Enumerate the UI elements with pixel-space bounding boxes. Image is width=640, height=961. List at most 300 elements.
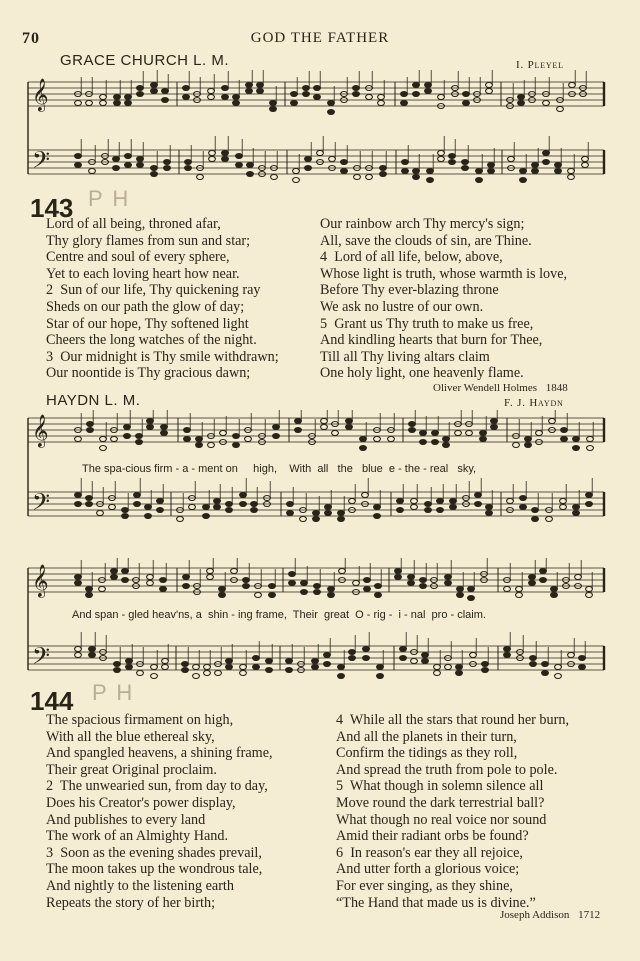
note-head <box>151 674 158 679</box>
note-head <box>253 665 260 670</box>
note-head <box>314 95 321 100</box>
note-head <box>353 92 360 97</box>
note-head <box>561 428 568 433</box>
note-head <box>208 443 215 448</box>
note-head <box>111 575 118 580</box>
note-head <box>475 493 482 498</box>
note-head <box>432 431 439 436</box>
note-head <box>349 656 356 661</box>
note-head <box>462 166 469 171</box>
note-head <box>450 499 457 504</box>
note-head <box>151 665 158 670</box>
verse-line: For ever singing, as they shine, <box>336 877 513 894</box>
note-head <box>329 157 336 162</box>
note-head <box>162 659 169 664</box>
note-head <box>122 569 129 574</box>
note-head <box>366 95 373 100</box>
note-head <box>313 517 320 522</box>
note-head <box>137 86 144 91</box>
note-head <box>362 493 369 498</box>
note-head <box>99 587 106 592</box>
note-head <box>137 157 144 162</box>
note-head <box>360 446 367 451</box>
note-head <box>518 95 525 100</box>
verse-line: All, save the clouds of sin, are Thine. <box>320 232 532 249</box>
note-head <box>413 83 420 88</box>
note-head <box>450 505 457 510</box>
note-head <box>555 665 562 670</box>
note-head <box>338 674 345 679</box>
note-head <box>530 662 537 667</box>
note-head <box>551 587 558 592</box>
note-head <box>75 154 82 159</box>
note-head <box>475 502 482 507</box>
note-head <box>246 89 253 94</box>
note-head <box>408 575 415 580</box>
note-head <box>480 437 487 442</box>
note-head <box>443 437 450 442</box>
note-head <box>75 163 82 168</box>
note-head <box>374 437 381 442</box>
note-head <box>231 569 238 574</box>
note-head <box>434 671 441 676</box>
verse-line: “The Hand that made us is divine.” <box>336 894 536 911</box>
note-head <box>425 83 432 88</box>
note-head <box>251 502 258 507</box>
note-head <box>183 575 190 580</box>
note-head <box>226 502 233 507</box>
note-head <box>486 511 493 516</box>
verse-line: Our rainbow arch Thy mercy's sign; <box>320 216 525 232</box>
note-head <box>233 95 240 100</box>
note-head <box>411 505 418 510</box>
note-head <box>422 659 429 664</box>
note-head <box>185 160 192 165</box>
note-head <box>183 584 190 589</box>
verse-line: What though no real voice nor sound <box>336 811 547 828</box>
note-head <box>468 596 475 601</box>
note-head <box>287 511 294 516</box>
note-head <box>314 86 321 91</box>
note-head <box>338 665 345 670</box>
note-head <box>161 431 168 436</box>
note-head <box>183 95 190 100</box>
note-head <box>425 89 432 94</box>
verse-line: 2 The unwearied sun, from day to day, <box>46 778 268 795</box>
note-head <box>111 437 118 442</box>
music-system-grace-church <box>20 70 610 195</box>
note-head <box>568 175 575 180</box>
note-head <box>236 163 243 168</box>
note-head <box>164 160 171 165</box>
note-head <box>86 587 93 592</box>
note-head <box>427 178 434 183</box>
note-head <box>125 95 132 100</box>
note-head <box>401 101 408 106</box>
note-head <box>226 665 233 670</box>
note-head <box>145 514 152 519</box>
note-head <box>445 581 452 586</box>
note-head <box>219 593 226 598</box>
verse-line: The moon takes up the wondrous tale, <box>46 861 263 878</box>
note-head <box>162 665 169 670</box>
note-head <box>222 157 229 162</box>
note-head <box>185 166 192 171</box>
note-head <box>397 508 404 513</box>
note-head <box>449 160 456 165</box>
note-head <box>520 496 527 501</box>
verse-line: Thy glory flames from sun and star; <box>46 232 251 249</box>
note-head <box>270 101 277 106</box>
note-head <box>582 157 589 162</box>
note-head <box>413 169 420 174</box>
note-head <box>303 92 310 97</box>
note-head <box>75 575 82 580</box>
note-head <box>196 443 203 448</box>
note-head <box>89 647 96 652</box>
note-head <box>555 163 562 168</box>
note-head <box>328 593 335 598</box>
note-head <box>204 665 211 670</box>
note-head <box>561 437 568 442</box>
note-head <box>151 83 158 88</box>
note-head <box>463 101 470 106</box>
note-head <box>226 508 233 513</box>
note-head <box>542 671 549 676</box>
note-head <box>468 587 475 592</box>
note-head <box>86 502 93 507</box>
note-head <box>363 647 370 652</box>
note-head <box>354 175 361 180</box>
note-head <box>338 517 345 522</box>
note-head <box>408 581 415 586</box>
note-head <box>349 650 356 655</box>
note-head <box>209 157 216 162</box>
note-head <box>75 653 82 658</box>
composer-haydn: F. J. Haydn <box>504 397 564 409</box>
note-head <box>325 511 332 516</box>
note-head <box>532 508 539 513</box>
note-head <box>236 154 243 159</box>
note-head <box>114 101 121 106</box>
note-head <box>89 653 96 658</box>
note-head <box>100 446 107 451</box>
note-head <box>314 584 321 589</box>
note-head <box>402 169 409 174</box>
note-head <box>182 668 189 673</box>
note-head <box>378 101 385 106</box>
note-head <box>587 437 594 442</box>
note-head <box>207 575 214 580</box>
note-head <box>293 178 300 183</box>
note-head <box>214 499 221 504</box>
note-head <box>293 169 300 174</box>
note-head <box>222 95 229 100</box>
note-head <box>312 659 319 664</box>
author-year: 1848 <box>545 382 568 394</box>
note-head <box>233 443 240 448</box>
note-head <box>507 499 514 504</box>
note-head <box>89 169 96 174</box>
note-head <box>434 665 441 670</box>
note-head <box>203 505 210 510</box>
note-head <box>401 92 408 97</box>
note-head <box>114 95 121 100</box>
note-head <box>312 665 319 670</box>
note-head <box>395 569 402 574</box>
note-head <box>378 95 385 100</box>
note-head <box>161 425 168 430</box>
note-head <box>147 425 154 430</box>
note-head <box>257 89 264 94</box>
note-head <box>137 92 144 97</box>
note-head <box>529 581 536 586</box>
note-head <box>126 665 133 670</box>
verse-line: And nightly to the listening earth <box>46 877 234 894</box>
verse-line: And spangled heavens, a shining frame, <box>46 745 273 762</box>
note-head <box>160 587 167 592</box>
author-name: Joseph Addison <box>500 909 570 921</box>
note-head <box>582 163 589 168</box>
note-head <box>586 593 593 598</box>
note-head <box>579 665 586 670</box>
staff-notation <box>20 558 610 688</box>
note-head <box>374 505 381 510</box>
note-head <box>341 169 348 174</box>
verse-line: Before Thy ever-blazing throne <box>320 282 499 299</box>
note-head <box>289 572 296 577</box>
note-head <box>504 653 511 658</box>
note-head <box>328 110 335 115</box>
note-head <box>532 517 539 522</box>
note-head <box>189 505 196 510</box>
note-head <box>303 86 310 91</box>
note-head <box>240 493 247 498</box>
note-head <box>516 593 523 598</box>
note-head <box>486 89 493 94</box>
note-head <box>286 659 293 664</box>
note-head <box>240 665 247 670</box>
note-head <box>438 151 445 156</box>
note-head <box>314 590 321 595</box>
note-head <box>402 160 409 165</box>
note-head <box>86 593 93 598</box>
verse-line: We ask no lustre of our own. <box>320 298 484 315</box>
note-head <box>246 83 253 88</box>
verse-line: 6 In reason's ear they all rejoice, <box>336 844 523 861</box>
note-head <box>542 662 549 667</box>
note-head <box>162 98 169 103</box>
note-head <box>134 493 141 498</box>
bass-clef-icon: 𝄢 <box>32 146 51 179</box>
verse-line: 5 What though in solemn silence all <box>336 778 544 795</box>
note-head <box>111 569 118 574</box>
note-head <box>162 89 169 94</box>
note-head <box>325 505 332 510</box>
note-head <box>486 83 493 88</box>
note-head <box>586 502 593 507</box>
note-head <box>295 428 302 433</box>
note-head <box>353 86 360 91</box>
note-head <box>222 86 229 91</box>
note-head <box>536 431 543 436</box>
note-head <box>226 659 233 664</box>
note-head <box>397 499 404 504</box>
note-head <box>525 437 532 442</box>
note-head <box>400 656 407 661</box>
note-head <box>324 662 331 667</box>
note-head <box>313 511 320 516</box>
note-head <box>209 151 216 156</box>
verse-line: Their great Original proclaim. <box>46 761 217 778</box>
note-head <box>560 505 567 510</box>
note-head <box>349 499 356 504</box>
note-head <box>546 517 553 522</box>
bass-clef-icon: 𝄢 <box>32 642 51 675</box>
note-head <box>341 160 348 165</box>
note-head <box>151 89 158 94</box>
note-head <box>257 83 264 88</box>
note-head <box>377 674 384 679</box>
note-head <box>196 437 203 442</box>
note-head <box>114 668 121 673</box>
note-head <box>100 95 107 100</box>
note-head <box>243 578 250 583</box>
verse-line: And publishes to every land <box>46 811 206 828</box>
music-system-haydn-2 <box>20 558 610 688</box>
verse-line: 3 Soon as the evening shades prevail, <box>46 844 262 861</box>
note-head <box>557 107 564 112</box>
verse-line: The work of an Almighty Hand. <box>46 828 229 845</box>
note-head <box>525 443 532 448</box>
staff-notation <box>20 70 610 195</box>
note-head <box>375 584 382 589</box>
note-head <box>233 101 240 106</box>
note-head <box>215 671 222 676</box>
note-head <box>157 508 164 513</box>
note-head <box>339 569 346 574</box>
note-head <box>151 172 158 177</box>
note-head <box>508 157 515 162</box>
author-addison <box>500 909 600 921</box>
verse-line: Lord of all being, throned afar, <box>46 216 221 232</box>
note-head <box>219 587 226 592</box>
verse-line: And all the planets in their turn, <box>336 728 517 745</box>
note-head <box>160 578 167 583</box>
note-head <box>207 569 214 574</box>
pencil-annotation-144: P H <box>92 680 135 705</box>
note-head <box>295 419 302 424</box>
verse-line: 3 Our midnight is Thy smile withdrawn; <box>46 348 279 365</box>
verse-line: With all the blue ethereal sky, <box>46 728 215 745</box>
note-head <box>270 107 277 112</box>
note-head <box>317 151 324 156</box>
bass-clef-icon: 𝄢 <box>32 488 51 521</box>
note-head <box>476 169 483 174</box>
note-head <box>137 163 144 168</box>
note-head <box>100 437 107 442</box>
note-head <box>413 92 420 97</box>
note-head <box>486 505 493 510</box>
note-head <box>364 578 371 583</box>
note-head <box>269 584 276 589</box>
note-head <box>197 175 204 180</box>
note-head <box>321 425 328 430</box>
note-head <box>586 493 593 498</box>
note-head <box>363 656 370 661</box>
note-head <box>124 434 131 439</box>
note-head <box>491 419 498 424</box>
verse-line: 4 While all the stars that round her burn, <box>336 712 569 728</box>
note-head <box>374 514 381 519</box>
verse-line: And spread the truth from pole to pole. <box>336 761 558 778</box>
note-head <box>422 653 429 658</box>
hymn-144-verses-left <box>46 712 273 911</box>
note-head <box>147 419 154 424</box>
verse-line: Amid their radiant orbs be found? <box>336 828 529 845</box>
note-head <box>145 505 152 510</box>
note-head <box>240 502 247 507</box>
note-head <box>136 440 143 445</box>
note-head <box>321 419 328 424</box>
note-head <box>87 428 94 433</box>
note-head <box>291 101 298 106</box>
note-head <box>324 653 331 658</box>
note-head <box>126 659 133 664</box>
author-name: Oliver Wendell Holmes <box>433 382 538 394</box>
note-head <box>427 169 434 174</box>
note-head <box>109 505 116 510</box>
note-head <box>413 175 420 180</box>
note-head <box>100 101 107 106</box>
lyrics-line-2: And span - gled heav'ns, a shin - ing frame, Their great O - rig - i - nal pro - claim. <box>72 609 486 621</box>
note-head <box>540 578 547 583</box>
verse-line: One holy light, one heavenly flame. <box>320 365 524 382</box>
note-head <box>136 434 143 439</box>
treble-clef-icon: 𝄞 <box>32 564 49 597</box>
note-head <box>286 668 293 673</box>
verse-line: Confirm the tidings as they roll, <box>336 745 518 762</box>
note-head <box>411 499 418 504</box>
note-head <box>332 431 339 436</box>
note-head <box>151 166 158 171</box>
verse-line: Star of our hope, Thy softened light <box>46 315 249 332</box>
note-head <box>579 656 586 661</box>
note-head <box>86 496 93 501</box>
note-head <box>463 92 470 97</box>
note-head <box>518 101 525 106</box>
note-head <box>240 671 247 676</box>
note-head <box>125 154 132 159</box>
note-head <box>255 593 262 598</box>
hymn-143-verses-left <box>46 216 279 382</box>
note-head <box>233 434 240 439</box>
note-head <box>420 431 427 436</box>
author-holmes <box>433 382 568 394</box>
treble-clef-icon: 𝄞 <box>32 78 49 111</box>
note-head <box>75 437 82 442</box>
note-head <box>543 151 550 156</box>
note-head <box>445 575 452 580</box>
verse-line: And utter forth a glorious voice; <box>336 861 520 878</box>
hymn-number-144: 144 <box>30 686 74 716</box>
note-head <box>420 440 427 445</box>
note-head <box>480 431 487 436</box>
verse-line: Move round the dark terrestrial ball? <box>336 794 545 811</box>
note-head <box>411 659 418 664</box>
treble-clef-icon: 𝄞 <box>32 414 49 447</box>
note-head <box>147 575 154 580</box>
